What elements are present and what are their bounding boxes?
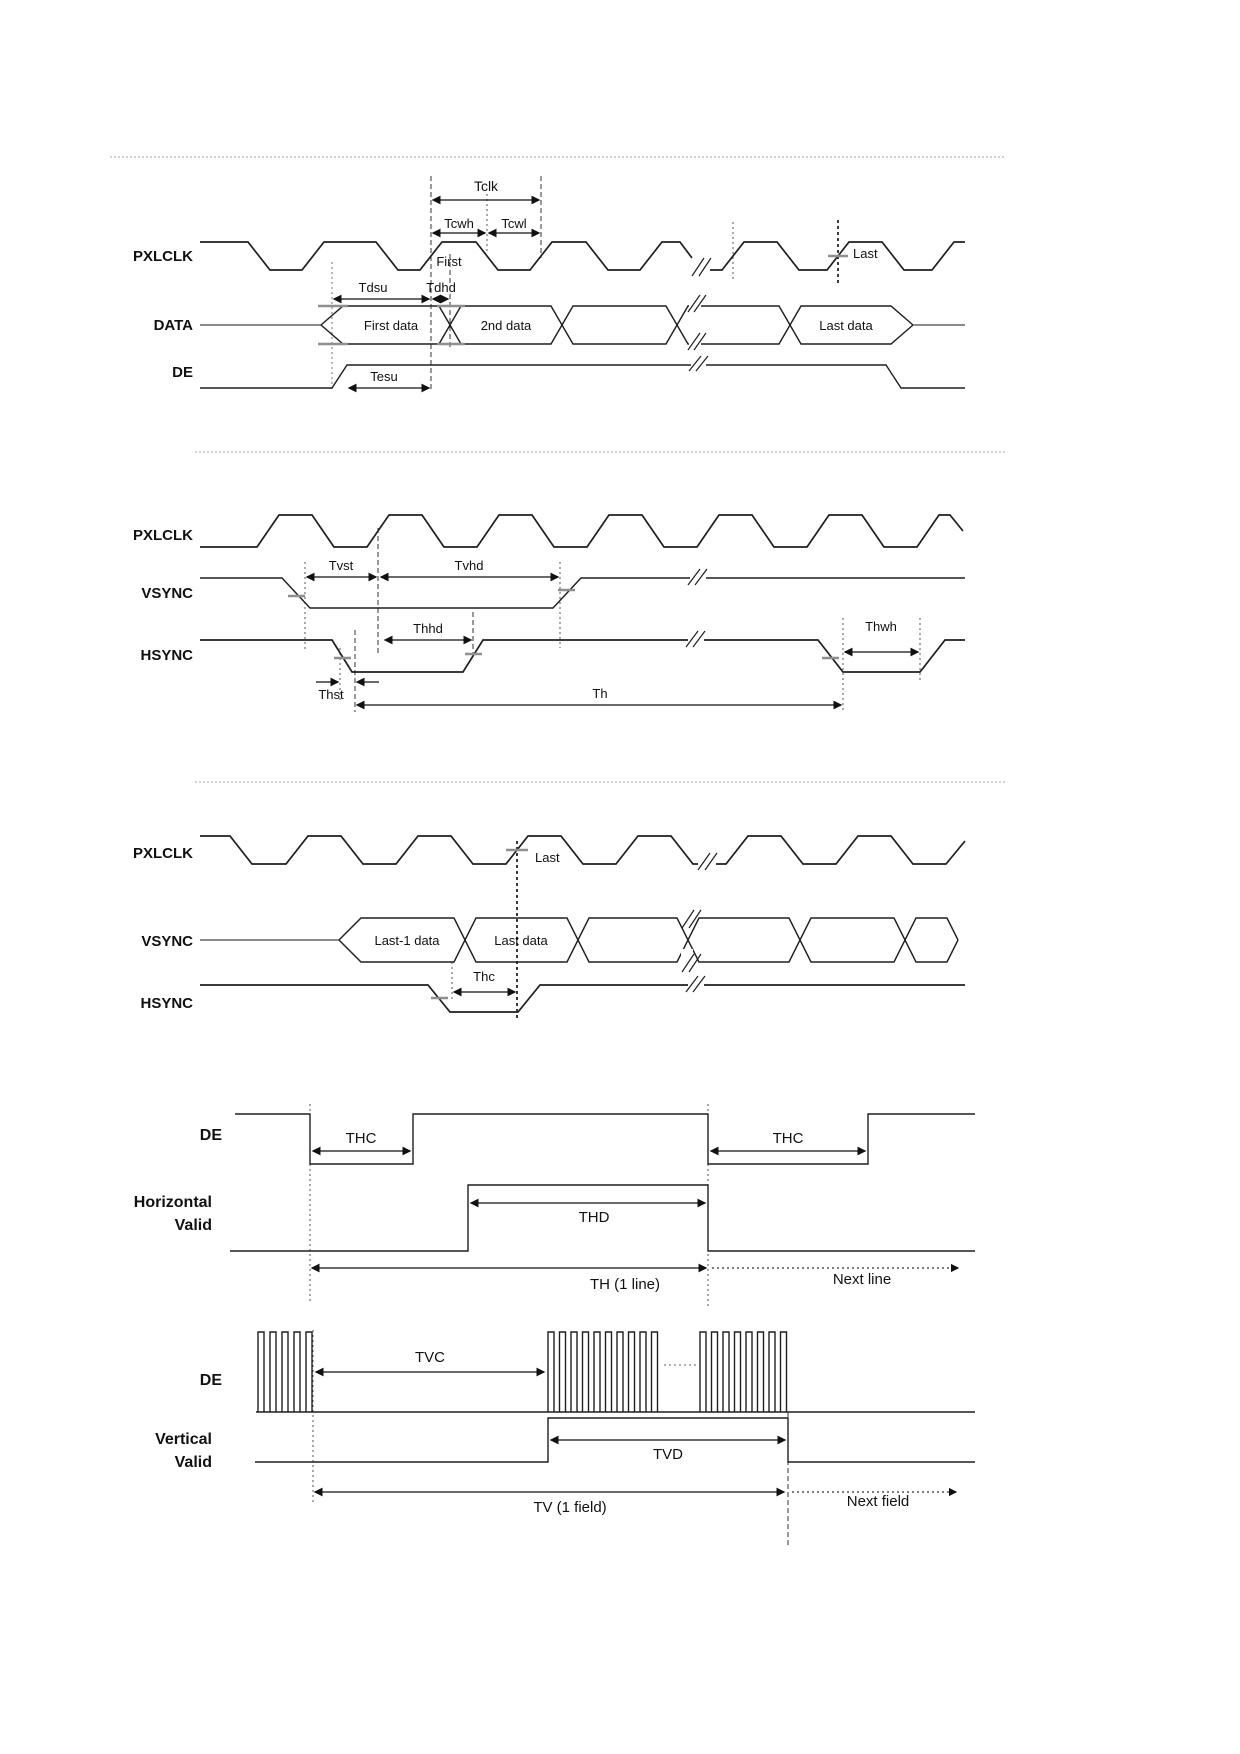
guide-lines bbox=[332, 176, 838, 392]
timing-label-tclk: Tclk bbox=[473, 178, 499, 194]
timing-label-tcwl: Tcwl bbox=[501, 216, 527, 231]
timing-label-first: First bbox=[436, 254, 462, 269]
panel-last-data-timing bbox=[133, 836, 965, 1018]
signal-label-valid: Valid bbox=[174, 1454, 212, 1471]
vsync-waveform bbox=[200, 569, 965, 608]
bus-cell-last-1-data: Last-1 data bbox=[374, 933, 440, 948]
signal-label-pxlclk: PXLCLK bbox=[133, 248, 193, 265]
timing-arrows bbox=[307, 577, 918, 705]
break-mark-icon bbox=[686, 976, 705, 992]
break-mark-icon bbox=[689, 356, 708, 371]
timing-label-thst: Thst bbox=[318, 687, 344, 702]
signal-label-pxlclk: PXLCLK bbox=[133, 527, 193, 544]
timing-label-last: Last bbox=[853, 246, 878, 261]
panel-vertical-valid-timing bbox=[155, 1330, 975, 1546]
de-waveform bbox=[200, 356, 965, 388]
break-mark-icon bbox=[688, 569, 707, 585]
pxlclk-waveform bbox=[200, 836, 965, 870]
signal-label-vsync: VSYNC bbox=[141, 933, 193, 950]
pxlclk-waveform bbox=[200, 242, 965, 276]
timing-label-thd: THD bbox=[578, 1209, 610, 1226]
signal-label-de: DE bbox=[199, 1127, 222, 1144]
signal-label-pxlclk: PXLCLK bbox=[133, 845, 193, 862]
bus-cell-last-data: Last data bbox=[494, 933, 548, 948]
panel-clock-data-timing bbox=[133, 176, 965, 392]
bus-cell-last-data: Last data bbox=[819, 318, 873, 333]
timing-label-thc-left: THC bbox=[345, 1130, 377, 1147]
timing-label-thhd: Thhd bbox=[413, 621, 443, 636]
timing-label-tesu: Tesu bbox=[370, 369, 398, 384]
break-mark-icon bbox=[698, 853, 717, 870]
timing-label-th-1-line: TH (1 line) bbox=[589, 1276, 661, 1293]
hsync-waveform bbox=[200, 976, 965, 1012]
guide-lines bbox=[305, 528, 920, 712]
timing-label-next-line: Next line bbox=[832, 1271, 892, 1288]
timing-label-tvd: TVD bbox=[653, 1446, 683, 1463]
pxlclk-waveform bbox=[200, 515, 963, 547]
bus-cell-2nd-data: 2nd data bbox=[480, 318, 532, 333]
bus-cell-first-data: First data bbox=[363, 318, 419, 333]
timing-label-thc: Thc bbox=[473, 969, 495, 984]
signal-label-hsync: HSYNC bbox=[140, 995, 193, 1012]
timing-label-tdhd: Tdhd bbox=[426, 280, 456, 295]
panel-horizontal-valid-timing bbox=[134, 1104, 975, 1308]
timing-label-thc-right: THC bbox=[772, 1130, 804, 1147]
timing-label-tvc: TVC bbox=[415, 1349, 445, 1366]
timing-label-last: Last bbox=[535, 850, 560, 865]
signal-label-de: DE bbox=[199, 1372, 222, 1389]
timing-arrows bbox=[315, 1372, 956, 1492]
timing-label-thwh: Thwh bbox=[865, 619, 897, 634]
signal-label-vsync: VSYNC bbox=[141, 585, 193, 602]
signal-label-hsync: HSYNC bbox=[140, 647, 193, 664]
signal-label-data: DATA bbox=[153, 317, 193, 334]
break-mark-icon bbox=[692, 258, 711, 276]
timing-label-tv-1-field: TV (1 field) bbox=[533, 1499, 607, 1516]
timing-label-tvst: Tvst bbox=[328, 558, 354, 573]
timing-label-tvhd: Tvhd bbox=[454, 558, 484, 573]
timing-label-th: Th bbox=[592, 686, 608, 701]
timing-label-next-field: Next field bbox=[846, 1493, 910, 1510]
signal-label-horizontal: Horizontal bbox=[133, 1194, 212, 1211]
break-mark-icon bbox=[686, 631, 705, 647]
timing-label-tcwh: Tcwh bbox=[444, 216, 474, 231]
panel-sync-start-timing bbox=[133, 515, 965, 712]
vsync-bus-waveform bbox=[200, 910, 958, 972]
signal-label-vertical: Vertical bbox=[155, 1431, 212, 1448]
timing-label-tdsu: Tdsu bbox=[358, 280, 388, 295]
signal-label-de: DE bbox=[172, 364, 193, 381]
signal-label-valid: Valid bbox=[174, 1217, 212, 1234]
